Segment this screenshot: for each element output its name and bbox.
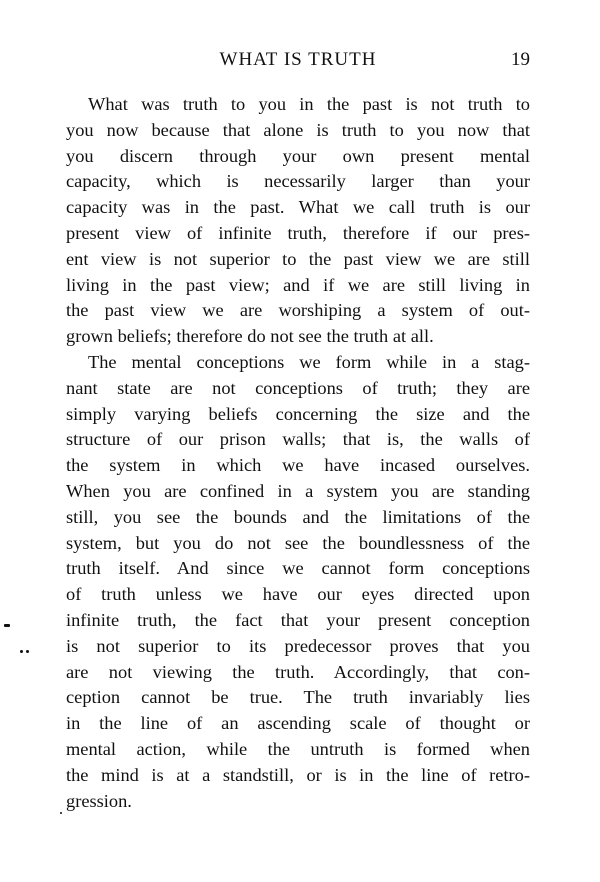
body-text	[66, 92, 530, 814]
text-line: capacity, which is necessarily larger than your	[66, 171, 530, 192]
scan-speck	[4, 624, 10, 627]
text-line: mental action, while the untruth is formed when	[66, 738, 530, 759]
text-line: system, but you do not see the boundlessness of the	[66, 532, 530, 553]
text-line: nant state are not conceptions of truth; they are	[66, 377, 530, 398]
text-line: truth itself. And since we cannot form conceptions	[66, 558, 530, 579]
text-line: living in the past view; and if we are still living in	[66, 274, 530, 295]
text-line: you now because that alone is truth to you now that	[66, 119, 530, 140]
scan-speck	[60, 812, 62, 814]
text-line: grown beliefs; therefore do not see the truth at all.	[66, 326, 434, 347]
text-line: are not viewing the truth. Accordingly, that con-	[66, 661, 530, 682]
text-line: ception cannot be true. The truth invariably lies	[66, 687, 530, 708]
text-line: What was truth to you in the past is not truth to	[88, 94, 530, 114]
text-line: the past view we are worshiping a system of out-	[66, 300, 530, 321]
text-line: ent view is not superior to the past view we are still	[66, 248, 530, 269]
scan-speck	[26, 650, 29, 653]
scan-speck	[20, 650, 23, 653]
page-number: 19	[511, 49, 530, 70]
running-head	[66, 46, 530, 74]
text-line: capacity was in the past. What we call truth is our	[66, 197, 530, 218]
text-line: gression.	[66, 790, 132, 811]
running-title: WHAT IS TRUTH	[219, 49, 377, 70]
text-line: structure of our prison walls; that is, the walls of	[66, 429, 530, 450]
text-line: infinite truth, the fact that your present conception	[66, 609, 530, 630]
text-line: When you are confined in a system you are standing	[66, 480, 530, 501]
text-line: still, you see the bounds and the limitations of the	[66, 506, 530, 527]
text-line: simply varying beliefs concerning the size and the	[66, 403, 530, 424]
text-line: present view of infinite truth, therefore if our pres-	[66, 222, 530, 243]
text-line: The mental conceptions we form while in a stag-	[88, 351, 530, 372]
text-line: in the line of an ascending scale of thought or	[66, 713, 530, 734]
text-line: is not superior to its predecessor proves that you	[66, 635, 530, 656]
text-line: the system in which we have incased ourselves.	[66, 455, 530, 476]
text-line: of truth unless we have our eyes directed upon	[66, 584, 530, 605]
text-line: you discern through your own present mental	[66, 145, 530, 166]
text-line: the mind is at a standstill, or is in the line of retro-	[66, 764, 530, 785]
